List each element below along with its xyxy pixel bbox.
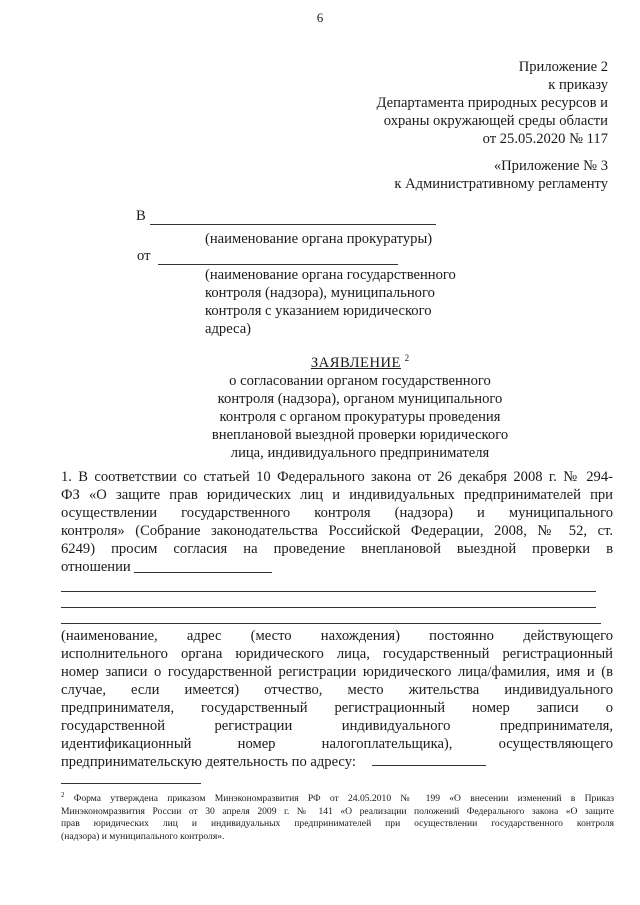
entity-details-field[interactable]	[61, 607, 596, 608]
description-line: случае, если имеется) отчество, место жительства индивидуального	[61, 682, 613, 698]
description-line: исполнительного органа юридического лица, государственный регистрационный	[61, 646, 613, 662]
footnote-mark: 2	[404, 353, 410, 363]
paragraph-line: 6249) просим согласия на проведение внеплановой выездной проверки в	[61, 541, 613, 557]
appendix-line: охраны окружающей среды области	[383, 113, 608, 129]
control-authority-field[interactable]	[158, 264, 398, 265]
page-number: 6	[316, 10, 324, 25]
appendix-line: Департамента природных ресурсов и	[376, 95, 608, 111]
paragraph-line: осуществлении государственного контроля (надзора) и муниципального	[61, 505, 613, 521]
footnote-line: прав юридических лиц и индивидуальных предпринимателей при осуществлении государственного контроля	[61, 818, 614, 830]
subtitle-line: контроля (надзора), органом муниципального	[217, 390, 503, 407]
prosecutor-office-caption: (наименование органа прокуратуры)	[205, 231, 433, 247]
appendix-reference	[377, 58, 608, 148]
footnote-line: Минэкономразвития России от 30 апреля 2009 г. № 141 «О реализации положений Федерального закона «О защите	[61, 805, 614, 817]
entity-description	[61, 627, 613, 771]
title-heading: ЗАЯВЛЕНИЕ	[310, 354, 401, 371]
appendix-line: от 25.05.2020 № 117	[482, 131, 608, 147]
description-line: (наименование, адрес (место нахождения) постоянно действующего	[61, 628, 613, 644]
footnote-number: 2	[61, 791, 65, 799]
control-authority-caption	[205, 266, 456, 338]
prosecutor-office-field[interactable]	[150, 224, 436, 225]
paragraph-line: контроля» (Собрание законодательства Российской Федерации, 2008, № 52, ст.	[61, 523, 613, 539]
caption-line: контроля с указанием юридического	[205, 303, 432, 319]
address-field[interactable]	[372, 765, 486, 766]
subtitle-line: внеплановой выездной проверки юридического	[211, 426, 509, 443]
caption-line: контроля (надзора), муниципального	[205, 285, 435, 301]
caption-line: адреса)	[205, 321, 252, 337]
paragraph-line: 1. В соответствии со статьей 10 Федерального закона от 26 декабря 2008 г. № 294-	[61, 469, 613, 485]
footnote	[61, 789, 614, 843]
entity-details-field[interactable]	[61, 623, 601, 624]
paragraph-line: ФЗ «О защите прав юридических лиц и индивидуальных предпринимателей при	[61, 487, 613, 503]
subtitle-line: лица, индивидуального предпринимателя	[230, 444, 490, 461]
subtitle-line: контроля с органом прокуратуры проведения	[219, 408, 501, 425]
description-last-line: предпринимательскую деятельность по адресу:	[61, 754, 356, 770]
footnote-separator	[61, 783, 201, 784]
description-line: идентификационный номер налогоплательщика), осуществляющего	[61, 736, 613, 752]
footnote-last-line: (надзора) и муниципального контроля».	[61, 830, 225, 842]
paragraph-1	[61, 468, 613, 576]
document-title	[200, 349, 520, 462]
description-line: государственной регистрации индивидуального предпринимателя,	[61, 718, 613, 734]
appendix-line: Приложение 2	[518, 59, 608, 75]
from-label: от	[137, 248, 151, 264]
regulation-line: «Приложение № 3	[493, 158, 608, 174]
regulation-reference	[394, 157, 608, 193]
entity-details-field[interactable]	[61, 591, 596, 592]
to-label: В	[136, 208, 146, 224]
subtitle-line: о согласовании органом государственного	[229, 372, 491, 389]
footnote-line: $^2$ Форма утверждена приказом Минэкономразвития РФ от 24.05.2010 № 199 «О внесении изменений в Приказ	[61, 791, 614, 805]
caption-line: (наименование органа государственного	[205, 267, 456, 283]
regulation-line: к Административному регламенту	[394, 176, 608, 192]
appendix-line: к приказу	[548, 77, 608, 93]
paragraph-last-line: отношении	[61, 559, 131, 575]
inspected-entity-field[interactable]	[134, 572, 272, 573]
description-line: номер записи о государственной регистрации юридического лица/фамилия, имя и (в	[61, 664, 613, 680]
description-line: предпринимателя, государственный регистрационный номер записи о	[61, 700, 613, 716]
